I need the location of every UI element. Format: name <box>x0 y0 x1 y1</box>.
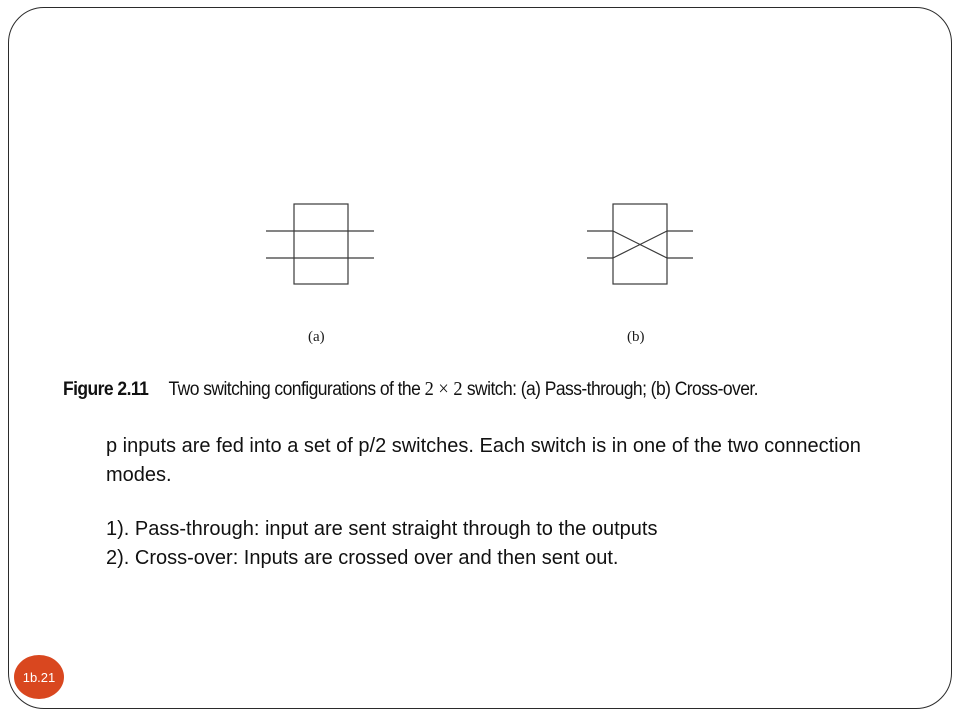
body-paragraph: p inputs are fed into a set of p/2 switches. Each switch is in one of the two connection modes. <box>106 435 861 486</box>
body-text <box>106 432 906 573</box>
caption-math: 2 × 2 <box>424 378 463 400</box>
figure-number: Figure 2.11 <box>63 379 149 400</box>
slide-number-badge <box>14 655 64 699</box>
pass-through-switch <box>266 204 374 284</box>
slide-number: 1b.21 <box>22 669 56 685</box>
panel-label-b: (b) <box>627 329 645 345</box>
panel-label-a: (a) <box>308 329 325 345</box>
caption-text-after: switch: (a) Pass-through; (b) Cross-over. <box>462 379 758 400</box>
switch-box-a <box>294 204 348 284</box>
caption-text-before: Two switching configurations of the <box>168 379 425 400</box>
figure-caption <box>63 378 758 401</box>
mode-item-cross-over: 2). Cross-over: Inputs are crossed over and then sent out. <box>106 547 619 569</box>
cross-over-switch <box>587 204 693 284</box>
mode-item-pass-through: 1). Pass-through: input are sent straight through to the outputs <box>106 518 658 540</box>
